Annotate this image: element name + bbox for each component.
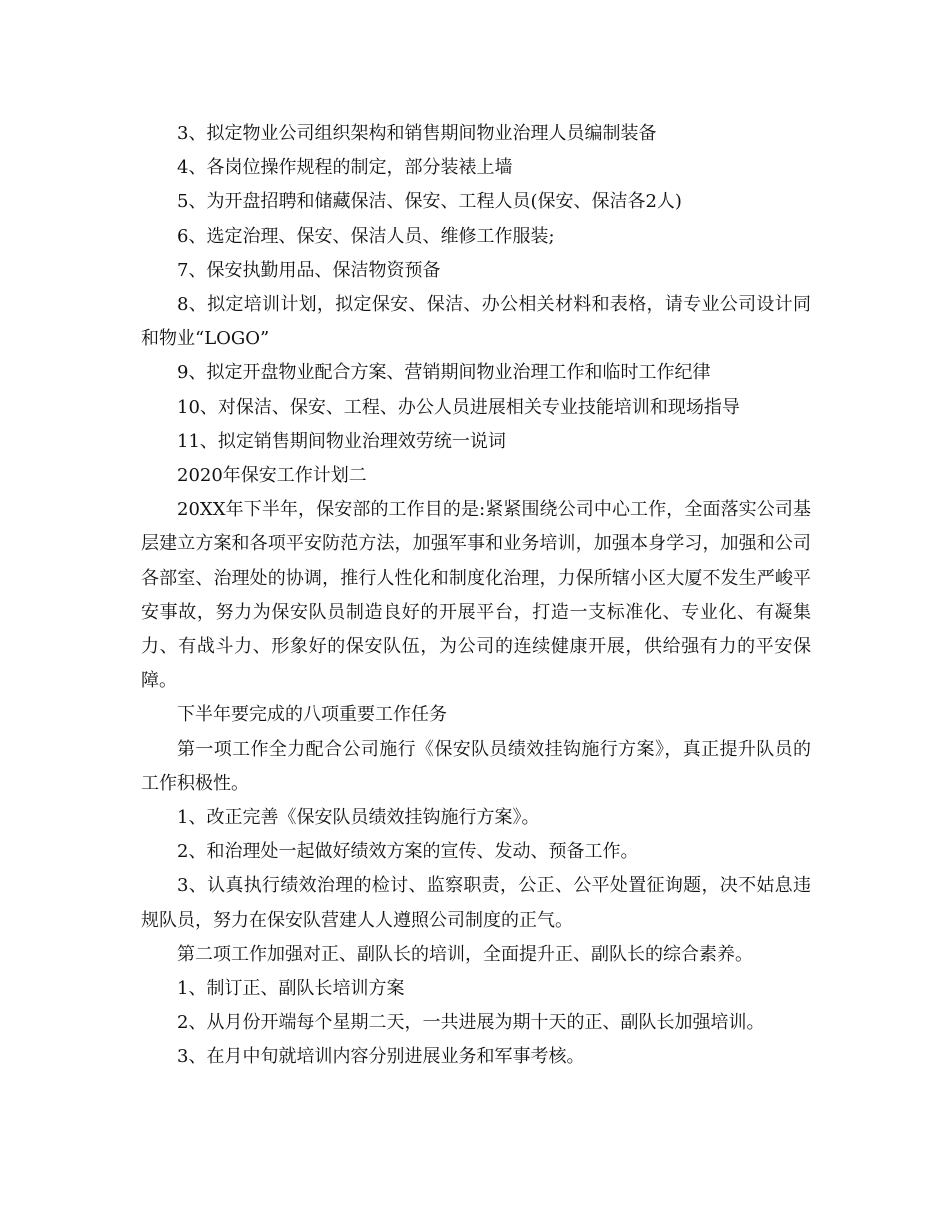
list-item: 1、制订正、副队长培训方案: [177, 978, 405, 1000]
list-item: 7、保安执勤用品、保洁物资预备: [177, 259, 441, 281]
section-heading: 2020年保安工作计划二: [177, 465, 367, 487]
list-item: 6、选定治理、保安、保洁人员、维修工作服装;: [177, 225, 555, 247]
list-item: 10、对保洁、保安、工程、办公人员进展相关专业技能培训和现场指导: [177, 396, 740, 418]
list-item: 3、拟定物业公司组织架构和销售期间物业治理人员编制装备: [177, 123, 657, 144]
body-paragraph: 20XX年下半年，保安部的工作目的是:紧紧围绕公司中心工作，全面落实公司基层建立方案和各项平安防范方法，加强军事和业务培训，加强本身学习，加强和公司各部室、治理处的协调，推行人性化和制度化治理，力保所辖小区大厦不发生严峻平安事故，努力为保安队员制造良好的开展平台，打造一支标准化、专业化、有凝集力、有战斗力、形象好的保安队伍，为公司的连续健康开展，供给强有力的平安保障。: [141, 499, 811, 692]
list-item: 3、认真执行绩效治理的检讨、监察职责，公正、公平处置征询题，决不姑息违规队员，努力在保安队营建人人遵照公司制度的正气。: [141, 875, 811, 931]
list-item: 4、各岗位操作规程的制定，部分装裱上墙: [177, 157, 513, 179]
document-body: [141, 117, 811, 1075]
list-item: 3、在月中旬就培训内容分别进展业务和军事考核。: [177, 1046, 585, 1068]
list-item: 11、拟定销售期间物业治理效劳统一说词: [177, 430, 506, 452]
list-item: 2、从月份开端每个星期二天，一共进展为期十天的正、副队长加强培训。: [177, 1012, 765, 1034]
list-item: 9、拟定开盘物业配合方案、营销期间物业治理工作和临时工作纪律: [177, 362, 711, 384]
task-paragraph: 第一项工作全力配合公司施行《保安队员绩效挂钩施行方案》，真正提升队员的工作积极性。: [141, 738, 811, 794]
subsection-heading: 下半年要完成的八项重要工作任务: [177, 704, 447, 726]
list-item: 2、和治理处一起做好绩效方案的宣传、发动、预备工作。: [177, 841, 639, 863]
task-paragraph: 第二项工作加强对正、副队长的培训，全面提升正、副队长的综合素养。: [177, 943, 753, 965]
list-item: 1、改正完善《保安队员绩效挂钩施行方案》。: [177, 807, 540, 829]
list-item: 5、为开盘招聘和储藏保洁、保安、工程人员(保安、保洁各2人): [177, 191, 682, 213]
list-item: 8、拟定培训计划，拟定保安、保洁、办公相关材料和表格，请专业公司设计同和物业“LOGO”: [141, 294, 811, 350]
